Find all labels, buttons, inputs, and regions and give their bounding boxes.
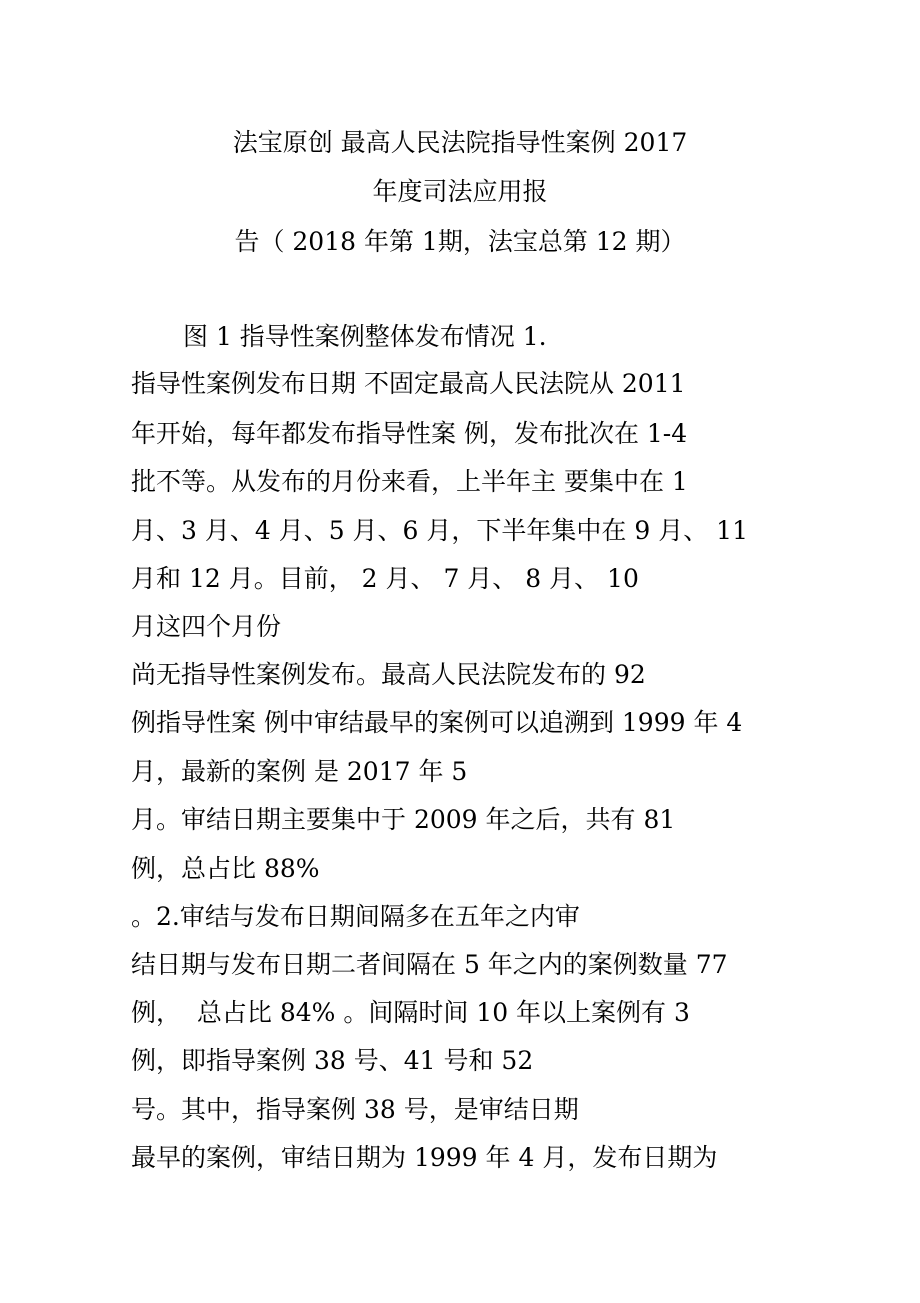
body-text-line-13: 结日期与发布日期二者间隔在 5 年之内的案例数量 77 xyxy=(131,950,728,979)
body-text-line-7: 尚无指导性案例发布。最高人民法院发布的 92 xyxy=(131,660,646,689)
document-title-line-3: 告（ 2018 年第 1期，法宝总第 12 期） xyxy=(234,227,686,256)
body-text-line-15: 例，即指导案例 38 号、41 号和 52 xyxy=(131,1046,534,1075)
document-title-line-1: 法宝原创 最高人民法院指导性案例 2017 xyxy=(232,128,688,157)
document-title-line-2: 年度司法应用报 xyxy=(372,177,548,206)
body-text-line-6: 月这四个月份 xyxy=(131,612,282,641)
body-text-line-5: 月和 12 月。目前， 2 月、 7 月、 8 月、 10 xyxy=(131,564,639,593)
body-text-line-14: 例， 总占比 84% 。间隔时间 10 年以上案例有 3 xyxy=(131,998,690,1027)
body-text-line-16: 号。其中，指导案例 38 号，是审结日期 xyxy=(131,1095,579,1124)
figure-caption-line: 图 1 指导性案例整体发布情况 1. xyxy=(183,322,547,351)
body-text-line-17: 最早的案例，审结日期为 1999 年 4 月，发布日期为 xyxy=(131,1143,718,1172)
body-text-line-2: 年开始，每年都发布指导性案 例，发布批次在 1-4 xyxy=(131,419,688,448)
body-text-line-8: 例指导性案 例中审结最早的案例可以追溯到 1999 年 4 xyxy=(131,708,743,737)
body-text-line-4: 月、3 月、4 月、5 月、6 月，下半年集中在 9 月、 11 xyxy=(131,516,748,545)
body-text-line-1: 指导性案例发布日期 不固定最高人民法院从 2011 xyxy=(131,369,686,398)
body-text-line-12: 。2.审结与发布日期间隔多在五年之内审 xyxy=(131,902,580,931)
body-text-line-9: 月，最新的案例 是 2017 年 5 xyxy=(131,757,468,786)
body-text-line-10: 月。审结日期主要集中于 2009 年之后，共有 81 xyxy=(131,805,676,834)
body-text-line-11: 例，总占比 88% xyxy=(131,854,320,883)
body-text-line-3: 批不等。从发布的月份来看，上半年主 要集中在 1 xyxy=(131,467,688,496)
